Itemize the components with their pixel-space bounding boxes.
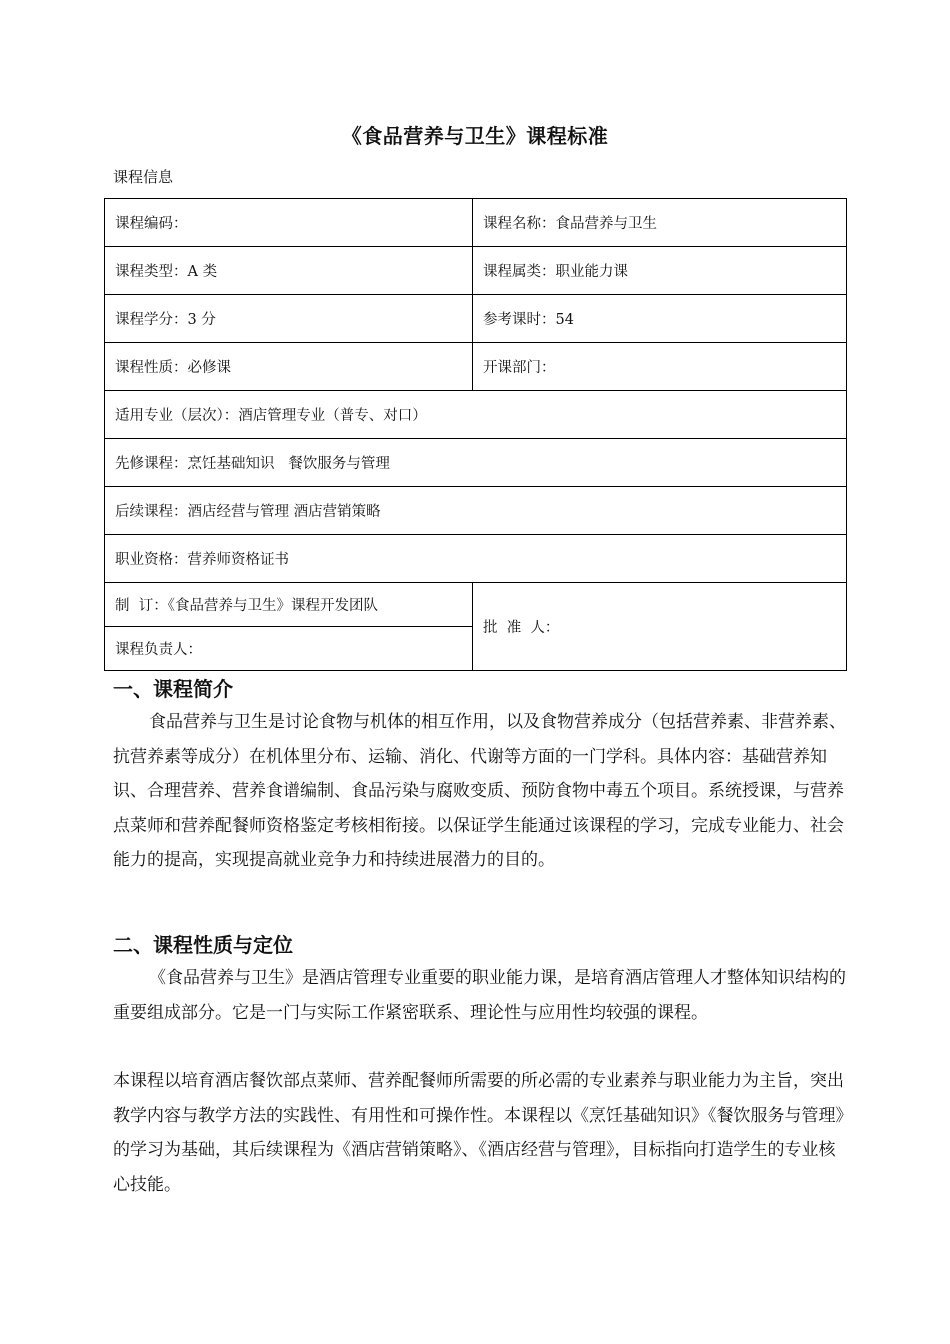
course-category-cell: 课程属类：职业能力课 xyxy=(473,247,847,295)
nature-paragraph-1: 《食品营养与卫生》是酒店管理专业重要的职业能力课，是培育酒店管理人才整体知识结构的重要组成部分。它是一门与实际工作紧密联系、理论性与应用性均较强的课程。 xyxy=(113,968,846,1023)
table-row xyxy=(105,487,847,535)
course-code-cell: 课程编码： xyxy=(105,199,473,247)
course-type-cell: 课程类型：A 类 xyxy=(105,247,473,295)
prerequisite-cell: 先修课程：烹饪基础知识 餐饮服务与管理 xyxy=(105,439,847,487)
table-row xyxy=(105,295,847,343)
table-row xyxy=(105,247,847,295)
table-row xyxy=(105,343,847,391)
table-row xyxy=(105,583,847,627)
course-nature-cell: 课程性质：必修课 xyxy=(105,343,473,391)
intro-paragraph: 食品营养与卫生是讨论食物与机体的相互作用，以及食物营养成分（包括营养素、非营养素、抗营养素等成分）在机体里分布、运输、消化、代谢等方面的一门学科。具体内容：基础营养知识、合理营养、营养食谱编制、食品污染与腐败变质、预防食物中毒五个项目。系统授课，与营养点菜师和营养配餐师资格鉴定考核相衔接。以保证学生能通过该课程的学习，完成专业能力、社会能力的提高，实现提高就业竞争力和持续进展潜力的目的。 xyxy=(113,712,846,870)
course-name-cell: 课程名称：食品营养与卫生 xyxy=(473,199,847,247)
author-cell: 制 订：《食品营养与卫生》课程开发团队 xyxy=(105,583,473,627)
table-row xyxy=(105,391,847,439)
table-row xyxy=(105,535,847,583)
page-title: 《食品营养与卫生》课程标准 xyxy=(341,124,609,148)
section-heading-intro: 一、课程简介 xyxy=(113,677,233,701)
nature-paragraph-2: 本课程以培育酒店餐饮部点菜师、营养配餐师所需要的所必需的专业素养与职业能力为主旨，突出教学内容与教学方法的实践性、有用性和可操作性。本课程以《烹饪基础知识》《餐饮服务与管理》的学习为基础，其后续课程为《酒店营销策略》、《酒店经营与管理》，目标指向打造学生的专业核心技能。 xyxy=(113,1071,844,1195)
approver-cell: 批 准 人： xyxy=(473,583,847,671)
followup-course-cell: 后续课程：酒店经营与管理 酒店营销策略 xyxy=(105,487,847,535)
course-info-label: 课程信息 xyxy=(113,168,174,186)
course-hours-cell: 参考课时：54 xyxy=(473,295,847,343)
table-row xyxy=(105,199,847,247)
course-credits-cell: 课程学分：3 分 xyxy=(105,295,473,343)
course-info-table xyxy=(104,198,847,671)
section-heading-nature: 二、课程性质与定位 xyxy=(113,933,293,957)
course-lead-cell: 课程负责人： xyxy=(105,627,473,671)
course-dept-cell: 开课部门： xyxy=(473,343,847,391)
applicable-major-cell: 适用专业（层次）：酒店管理专业（普专、对口） xyxy=(105,391,847,439)
table-row xyxy=(105,439,847,487)
certification-cell: 职业资格：营养师资格证书 xyxy=(105,535,847,583)
